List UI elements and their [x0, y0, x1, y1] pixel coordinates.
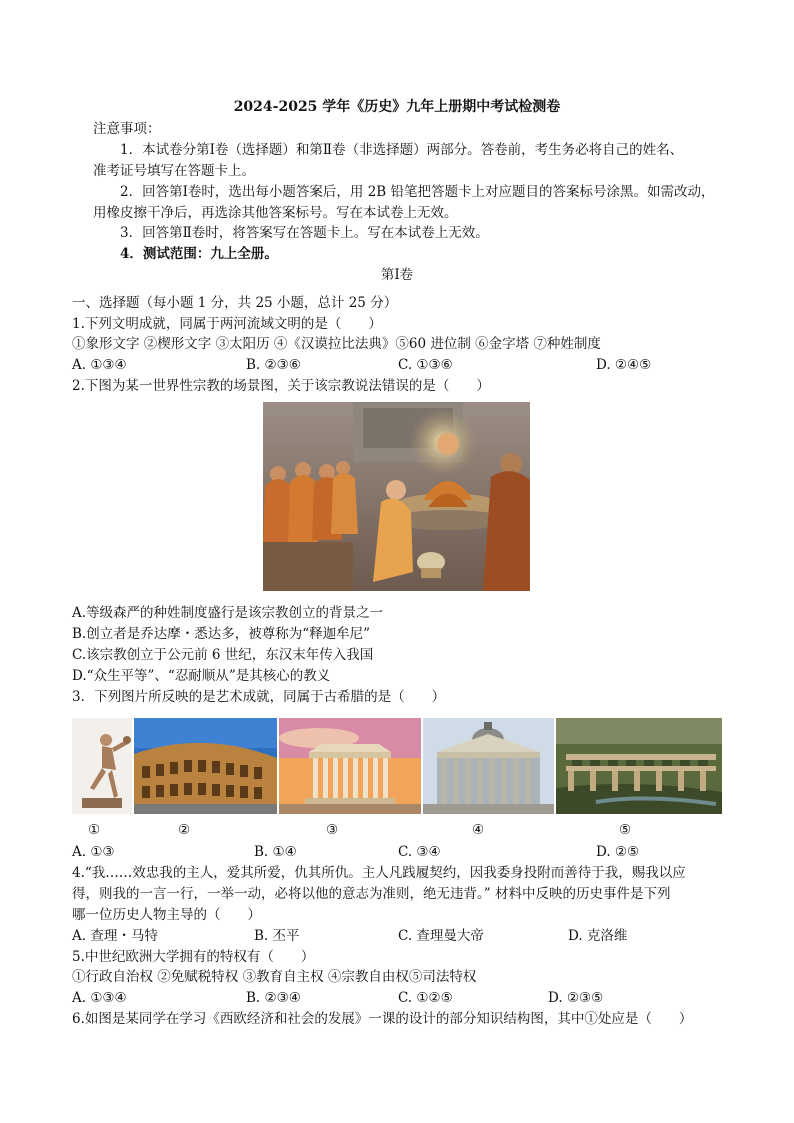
- q2-option-c: C.该宗教创立于公元前 6 世纪，东汉末年传入我国: [72, 647, 374, 663]
- notice-item-2-cont: 用橡皮擦干净后，再选涂其他答案标号。写在本试卷上无效。: [93, 205, 458, 221]
- q1-option-b: B. ②③⑥: [246, 357, 301, 373]
- q1-option-a: A. ①③④: [72, 357, 127, 373]
- exam-title: 2024-2025 学年《历史》九年上册期中考试检测卷: [233, 99, 561, 115]
- q2-option-d: D.“众生平等”、“忍耐顺从”是其核心的教义: [72, 668, 331, 684]
- q3-option-b: B. ①④: [254, 844, 297, 860]
- q3-label-5: ⑤: [619, 822, 632, 838]
- parthenon-image: [279, 718, 421, 814]
- q1-items: ①象形文字 ②楔形文字 ③太阳历 ④《汉谟拉比法典》⑤60 进位制 ⑥金字塔 ⑦种姓制度: [72, 336, 601, 352]
- q5-option-a: A. ①③④: [72, 990, 127, 1006]
- q3-label-1: ①: [88, 822, 101, 838]
- q5-option-c: C. ①②⑤: [398, 990, 453, 1006]
- discus-thrower-image: [72, 718, 132, 814]
- notice-item-1-cont: 准考证号填写在答题卡上。: [93, 163, 255, 179]
- q5-option-b: B. ②③④: [246, 990, 301, 1006]
- q3-label-4: ④: [472, 822, 485, 838]
- q2-option-b: B.创立者是乔达摩・悉达多，被尊称为“释迦牟尼”: [72, 626, 371, 642]
- q1-stem: 1.下列文明成就，同属于两河流域文明的是（ ）: [72, 316, 382, 332]
- notice-item-1: 1．本试卷分第Ⅰ卷（选择题）和第Ⅱ卷（非选择题）两部分。答卷前，考生务必将自己的姓名、: [120, 142, 684, 158]
- notice-item-2: 2．回答第Ⅰ卷时，选出每小题答案后，用 2B 铅笔把答题卡上对应题目的答案标号涂黑。如需改动，: [120, 184, 715, 200]
- q2-stem: 2.下图为某一世界性宗教的场景图，关于该宗教说法错误的是（ ）: [72, 378, 490, 394]
- q4-line-3: 哪一位历史人物主导的（ ）: [72, 907, 261, 923]
- q5-stem: 5.中世纪欧洲大学拥有的特权有（ ）: [72, 949, 315, 965]
- q4-option-b: B. 丕平: [254, 928, 300, 944]
- q3-label-2: ②: [178, 822, 191, 838]
- q5-items: ①行政自治权 ②免赋税特权 ③教育自主权 ④宗教自由权⑤司法特权: [72, 969, 477, 985]
- q3-option-a: A. ①③: [72, 844, 115, 860]
- q4-option-c: C. 查理曼大帝: [398, 928, 484, 944]
- q6-stem: 6.如图是某同学在学习《西欧经济和社会的发展》一课的设计的部分知识结构图，其中①处应是（ ）: [72, 1011, 693, 1027]
- notice-item-4: 4．测试范围：九上全册。: [120, 246, 278, 262]
- notice-item-3: 3．回答第Ⅱ卷时，将答案写在答题卡上。写在本试卷上无效。: [120, 225, 489, 241]
- part1-heading: 一、选择题（每小题 1 分，共 25 小题，总计 25 分）: [72, 295, 398, 311]
- q3-label-3: ③: [326, 822, 339, 838]
- notice-heading: 注意事项：: [93, 121, 161, 137]
- q4-line-2: 得，则我的一言一行，一举一动，必将以他的意志为准则，绝无违背。” 材料中反映的历史事件是下列: [72, 886, 671, 902]
- q1-option-c: C. ①③⑥: [398, 357, 453, 373]
- q3-option-c: C. ③④: [398, 844, 441, 860]
- q5-option-d: D. ②③⑤: [548, 990, 604, 1006]
- q4-line-1: 4.“我……效忠我的主人，爱其所爱，仇其所仇。主人凡践履契约，因我委身投附而善待于我，赐我以应: [72, 865, 686, 881]
- aqueduct-image: [556, 718, 722, 814]
- section-label: 第Ⅰ卷: [380, 267, 414, 283]
- q2-option-a: A.等级森严的种姓制度盛行是该宗教创立的背景之一: [72, 605, 384, 621]
- q4-option-a: A. 查理・马特: [72, 928, 158, 944]
- pantheon-image: [423, 718, 554, 814]
- q1-option-d: D. ②④⑤: [596, 357, 652, 373]
- q4-option-d: D. 克洛维: [568, 928, 628, 944]
- q3-stem: 3．下列图片所反映的是艺术成就，同属于古希腊的是（ ）: [72, 689, 446, 705]
- colosseum-image: [134, 718, 277, 814]
- q3-option-d: D. ②⑤: [596, 844, 640, 860]
- buddhism-scene-image: [263, 402, 530, 591]
